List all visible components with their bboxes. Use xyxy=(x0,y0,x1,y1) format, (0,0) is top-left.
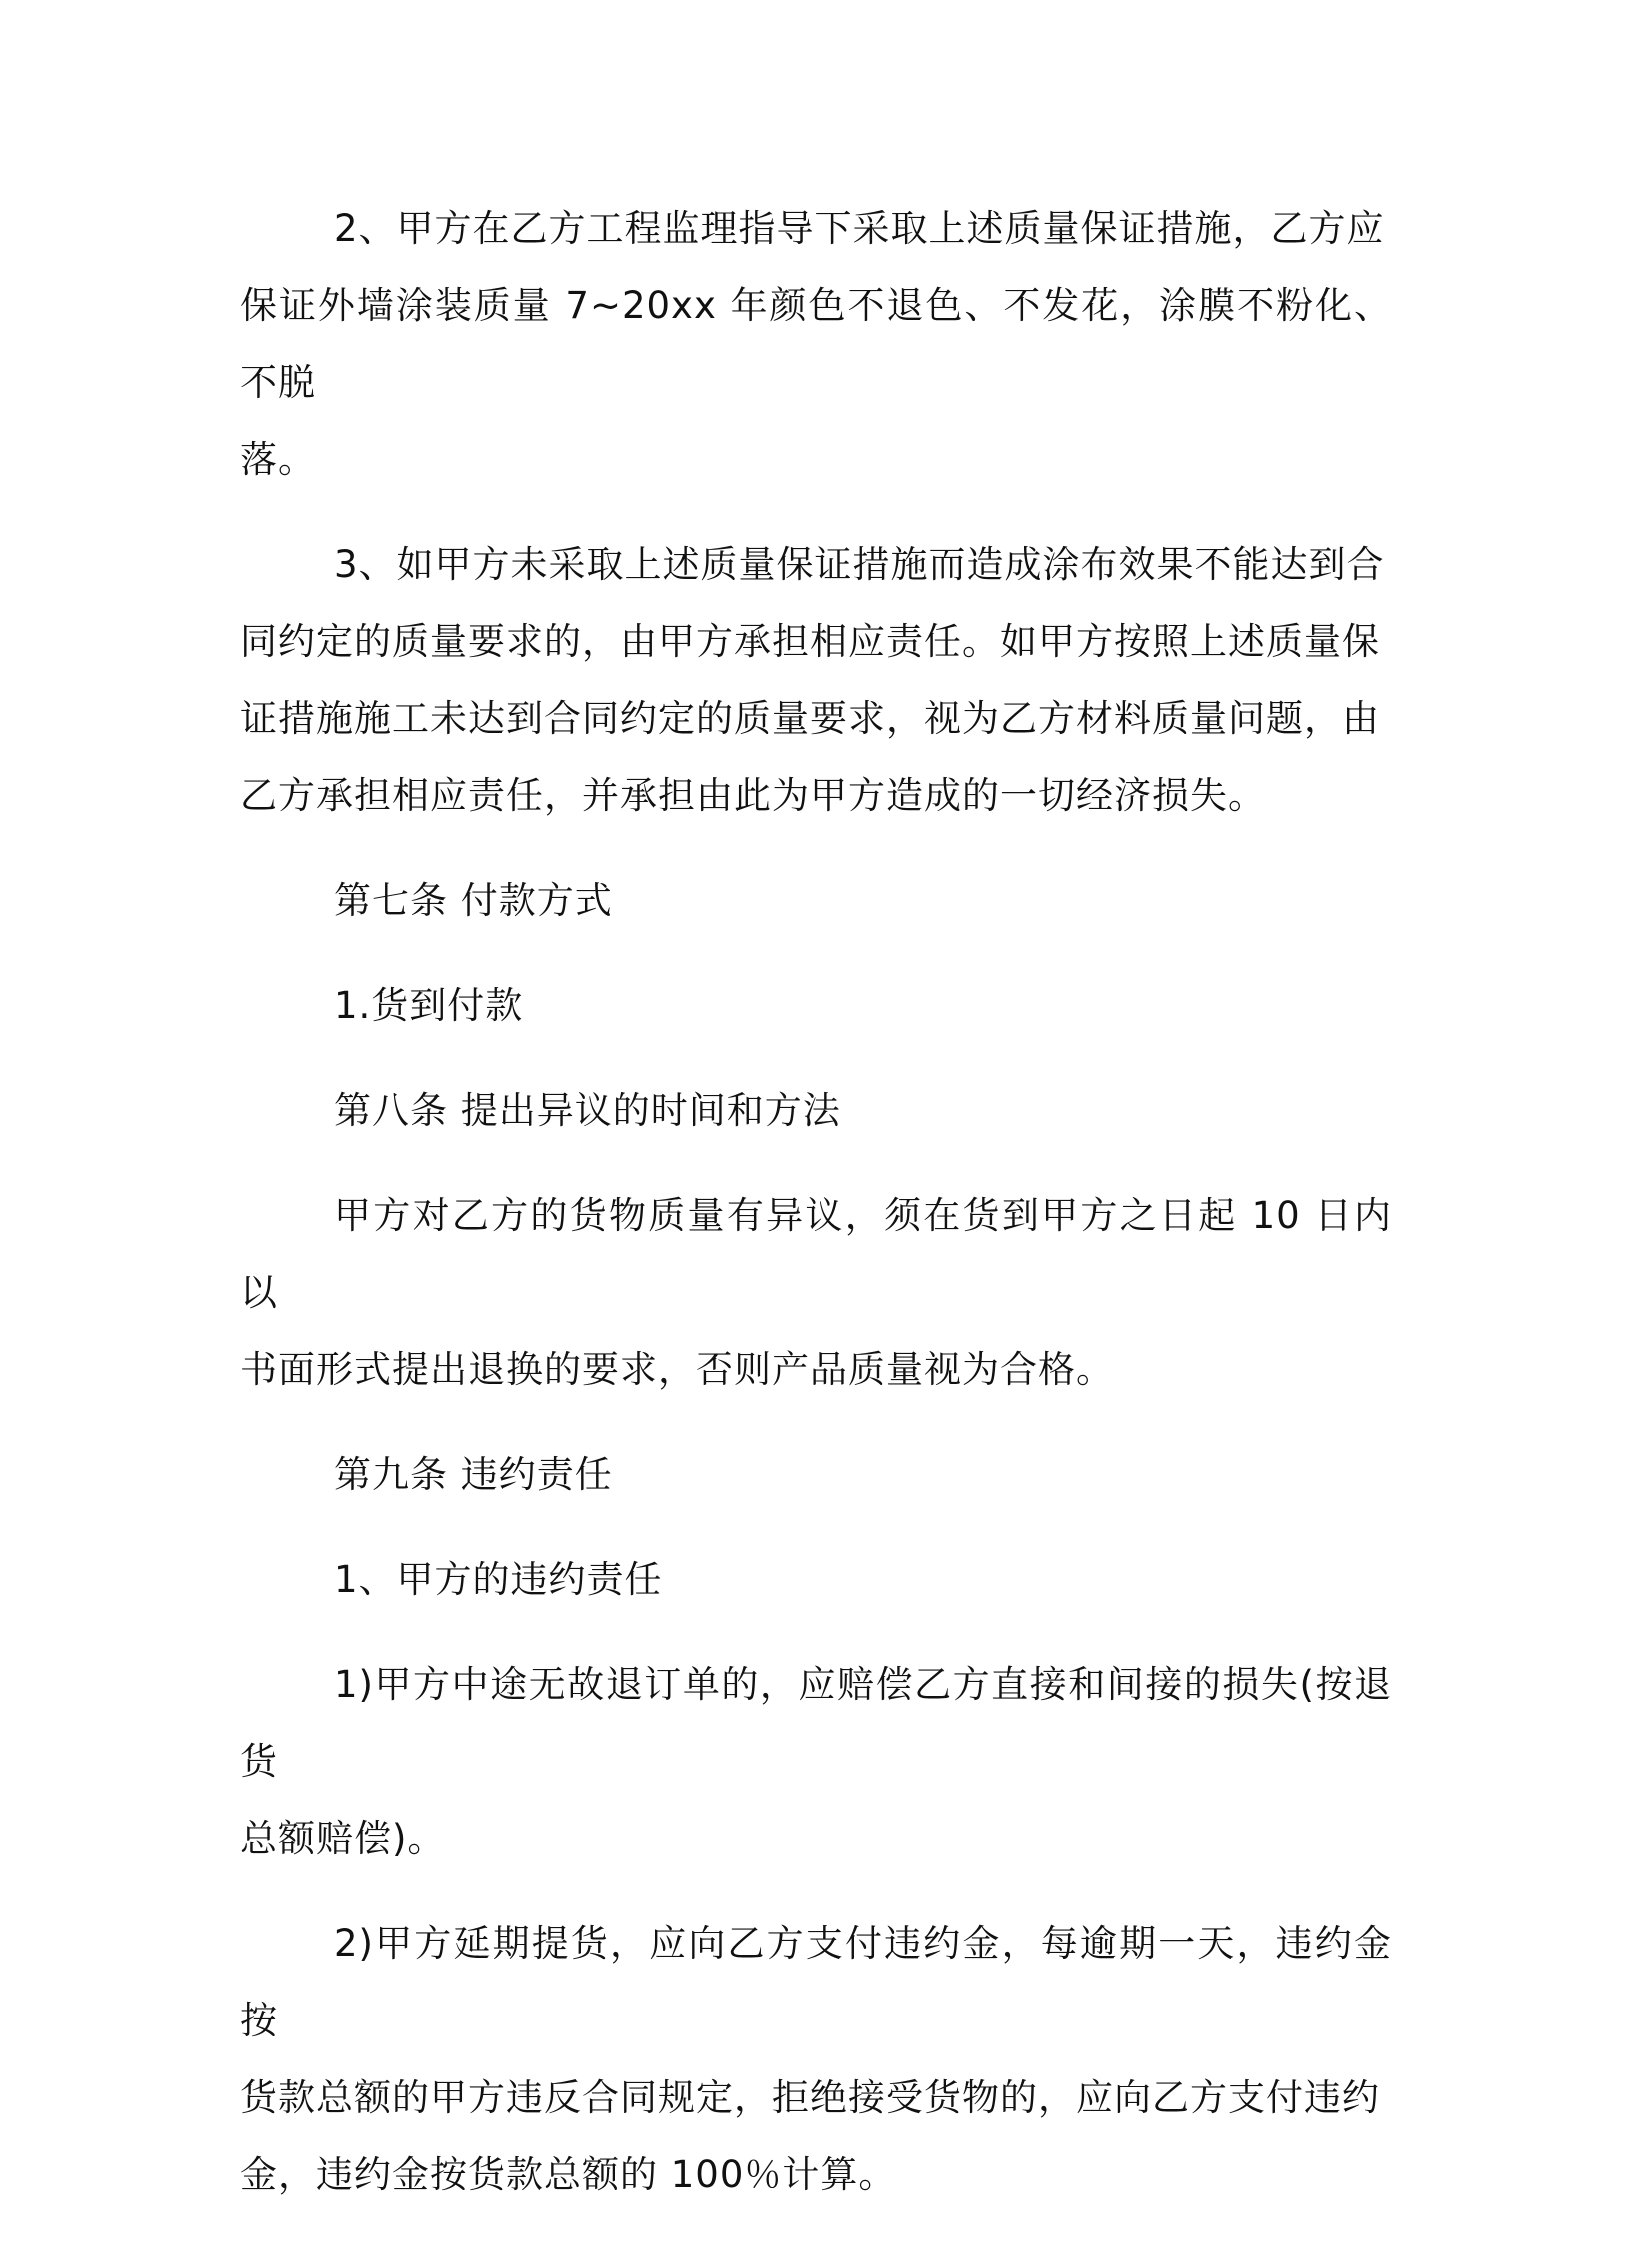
text-line: 书面形式提出退换的要求，否则产品质量视为合格。 xyxy=(240,1348,1114,1391)
paragraph-payment-cod xyxy=(240,967,1392,1044)
text-line: 2、甲方在乙方工程监理指导下采取上述质量保证措施，乙方应 xyxy=(334,207,1385,250)
article-8-heading xyxy=(240,1072,1392,1149)
text-line: 2)甲方延期提货，应向乙方支付违约金，每逾期一天，违约金按 xyxy=(240,1922,1392,2042)
text-line: 总额赔偿)。 xyxy=(240,1817,446,1860)
text-line: 保证外墙涂装质量 7~20xx 年颜色不退色、不发花，涂膜不粉化、不脱 xyxy=(240,284,1392,404)
heading-text: 第七条 付款方式 xyxy=(334,879,613,922)
heading-text: 第八条 提出异议的时间和方法 xyxy=(334,1089,841,1132)
paragraph-breach-2 xyxy=(240,1905,1392,2213)
article-7-heading xyxy=(240,862,1392,939)
paragraph-liability-quality xyxy=(240,526,1392,834)
text-line: 1)甲方中途无故退订单的，应赔偿乙方直接和间接的损失(按退货 xyxy=(240,1663,1392,1783)
article-9-heading xyxy=(240,1436,1392,1513)
text-line: 证措施施工未达到合同约定的质量要求，视为乙方材料质量问题，由 xyxy=(240,697,1380,740)
heading-text: 第九条 违约责任 xyxy=(334,1453,613,1496)
paragraph-party-a-breach xyxy=(240,1541,1392,1618)
paragraph-breach-1 xyxy=(240,1646,1392,1877)
text-line: 甲方对乙方的货物质量有异议，须在货到甲方之日起 10 日内以 xyxy=(240,1194,1392,1314)
paragraph-objection xyxy=(240,1177,1392,1408)
text-line: 货款总额的甲方违反合同规定，拒绝接受货物的，应向乙方支付违约 xyxy=(240,2076,1380,2119)
text-line: 乙方承担相应责任，并承担由此为甲方造成的一切经济损失。 xyxy=(240,774,1266,817)
text-line: 落。 xyxy=(240,438,316,481)
text-line: 1、甲方的违约责任 xyxy=(334,1558,663,1601)
text-line: 1.货到付款 xyxy=(334,984,524,1027)
text-line: 3、如甲方未采取上述质量保证措施而造成涂布效果不能达到合 xyxy=(334,543,1385,586)
document-body xyxy=(240,190,1392,2241)
paragraph-quality-measures xyxy=(240,190,1392,498)
text-line: 同约定的质量要求的，由甲方承担相应责任。如甲方按照上述质量保 xyxy=(240,620,1380,663)
text-line: 金，违约金按货款总额的 100％计算。 xyxy=(240,2153,897,2196)
